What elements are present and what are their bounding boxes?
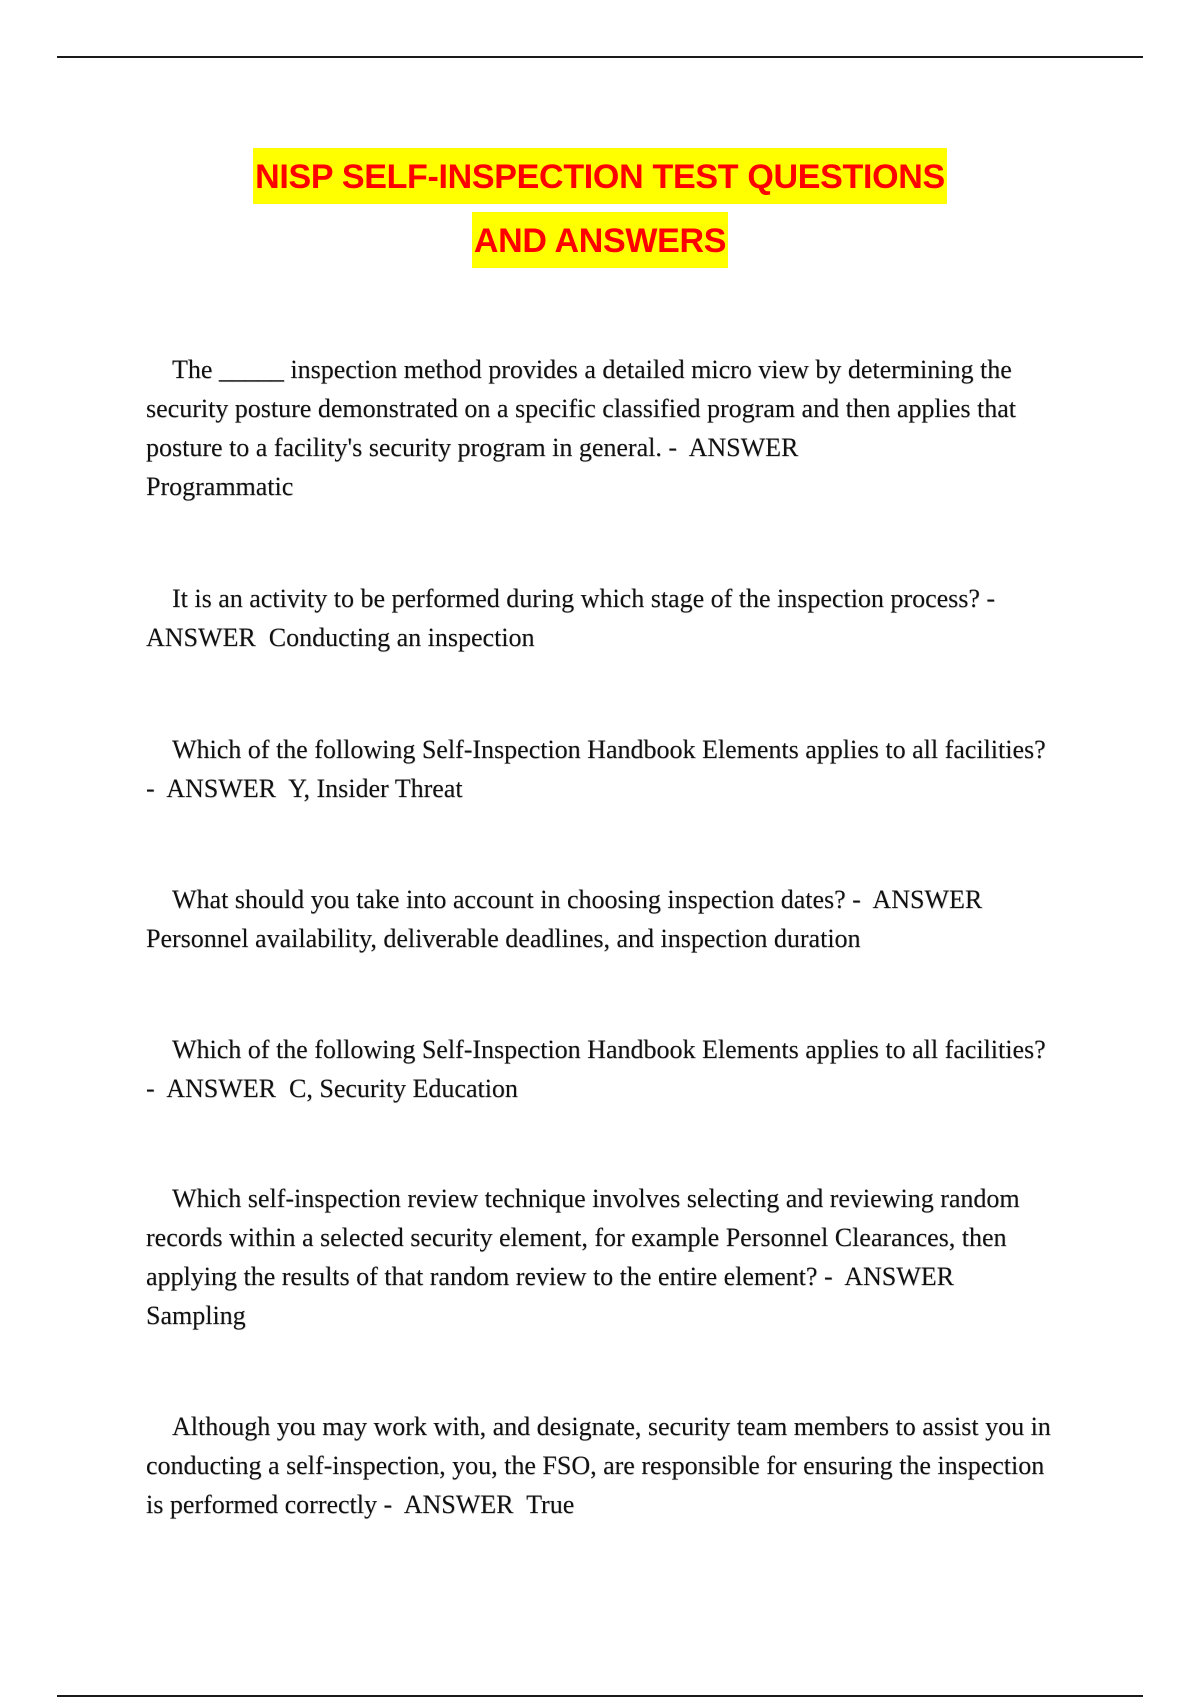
- answer-label: ANSWER: [403, 1490, 514, 1519]
- answer-label: ANSWER: [688, 433, 799, 462]
- question-text: Which self-inspection review technique involves selecting and reviewing random records within a selected security element, for example Personnel Clearances, then applying the results of that random review to the entire element? -: [146, 1184, 1027, 1291]
- answer-text: Sampling: [146, 1301, 246, 1330]
- answer-text: C, Security Education: [289, 1074, 518, 1103]
- qa-item-3: [146, 691, 1051, 847]
- answer-text: Y, Insider Threat: [288, 774, 463, 803]
- qa-item-5: [146, 991, 1051, 1147]
- answer-label: ANSWER: [872, 885, 983, 914]
- page-title: [0, 148, 1200, 276]
- top-rule: [57, 56, 1143, 58]
- question-text: The _____ inspection method provides a detailed micro view by determining the security posture demonstrated on a specific classified program and then applies that posture to a facility's security program in general. -: [146, 355, 1023, 462]
- question-text: Which of the following Self-Inspection Handbook Elements applies to all facilities? -: [146, 1035, 1053, 1103]
- answer-text: Conducting an inspection: [268, 623, 535, 652]
- question-text: Although you may work with, and designate, security team members to assist you in conducting a self-inspection, you, the FSO, are responsible for ensuring the inspection is performed correctly -: [146, 1412, 1058, 1519]
- page-title-line-2: AND ANSWERS: [472, 212, 728, 268]
- question-text: It is an activity to be performed during which stage of the inspection process? -: [172, 584, 996, 613]
- answer-text: Programmatic: [146, 472, 294, 501]
- answer-label: ANSWER: [844, 1262, 954, 1291]
- qa-item-2: [146, 540, 1051, 696]
- answer-label: ANSWER: [166, 1074, 277, 1103]
- question-text: What should you take into account in choosing inspection dates? -: [172, 885, 861, 914]
- answer-label: ANSWER: [166, 774, 277, 803]
- answer-label: ANSWER: [146, 623, 256, 652]
- answer-text: True: [526, 1490, 575, 1519]
- qa-item-1: [146, 311, 1051, 545]
- answer-text: Personnel availability, deliverable deadlines, and inspection duration: [146, 924, 861, 953]
- page-title-line-1: NISP SELF-INSPECTION TEST QUESTIONS: [253, 148, 947, 204]
- qa-item-6: [146, 1140, 1051, 1374]
- qa-item-7: [146, 1368, 1058, 1563]
- qa-item-4: [146, 841, 1051, 997]
- bottom-rule: [57, 1695, 1143, 1697]
- question-text: Which of the following Self-Inspection Handbook Elements applies to all facilities? -: [146, 735, 1053, 803]
